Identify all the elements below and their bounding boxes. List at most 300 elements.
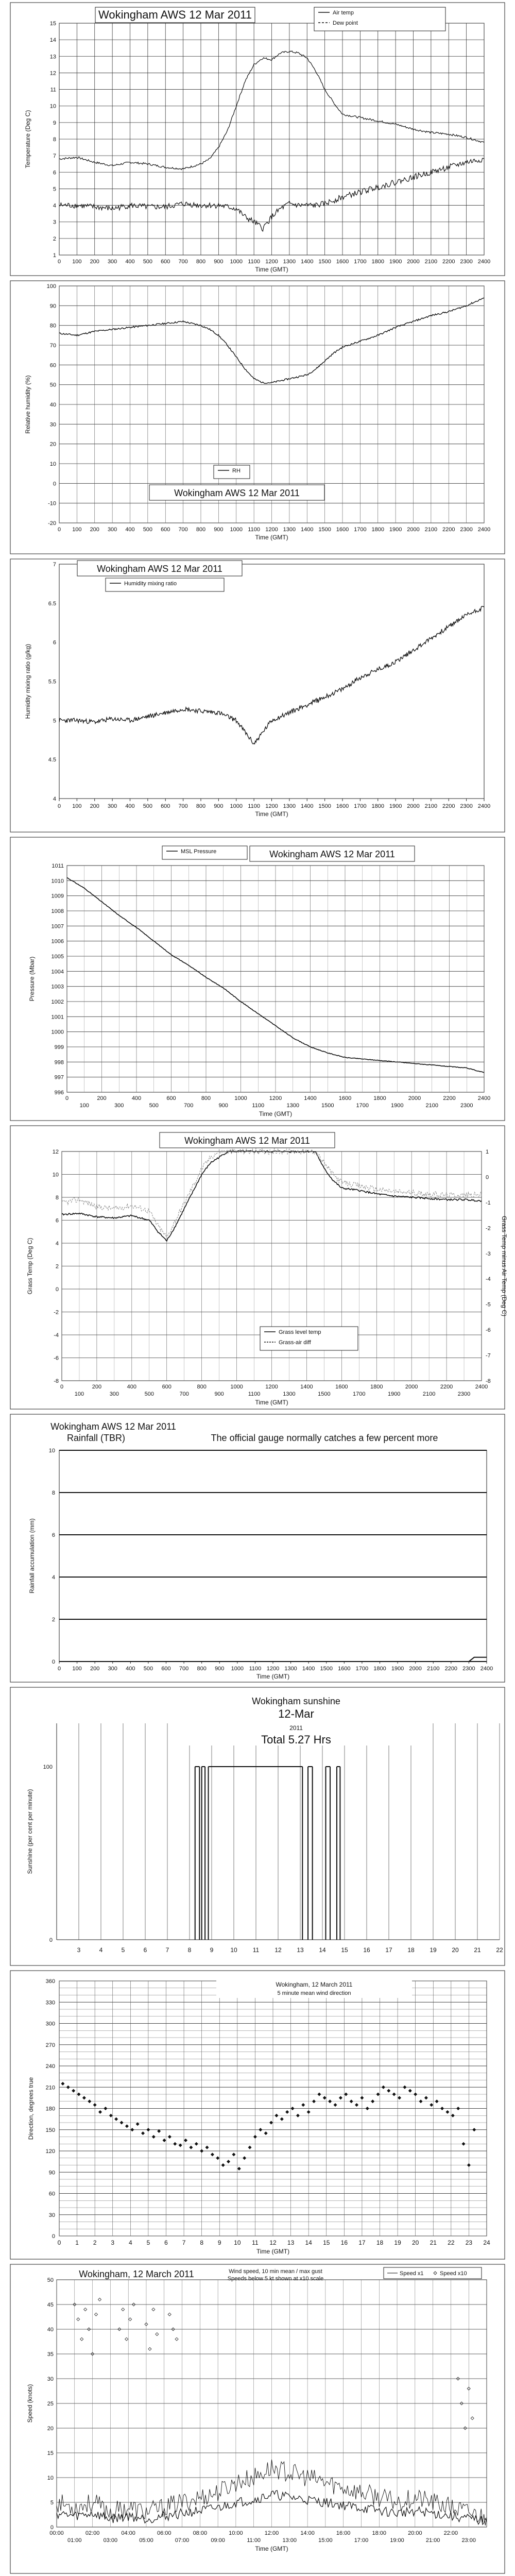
- rh-chart-ytick-label: 10: [49, 461, 56, 467]
- speed-chart-point: [95, 2313, 98, 2316]
- grass-chart-xtick-label: 1300: [283, 1391, 296, 1397]
- temp-chart-ytick-label: 11: [50, 87, 56, 93]
- direction-chart-point: [350, 2099, 353, 2103]
- speed-chart-xtick-label: 05:00: [139, 2537, 153, 2544]
- mixing-chart-xtick-label: 2400: [477, 803, 491, 809]
- rh-chart-xtick-label: 200: [90, 527, 99, 533]
- temp-chart-xtick-label: 1900: [389, 259, 402, 265]
- mixing-chart-xtick-label: 1800: [371, 803, 384, 809]
- speed-chart-point: [80, 2337, 83, 2341]
- sunshine-chart-xtick-label: 3: [77, 1946, 81, 1954]
- pressure-chart-xlabel: Time (GMT): [259, 1110, 293, 1117]
- rh-chart-ytick-label: 80: [49, 323, 56, 329]
- grass-chart-ytick-label: 10: [52, 1172, 59, 1178]
- grass-chart-y2tick-label: -2: [486, 1225, 491, 1232]
- pressure-chart-xtick-label: 2000: [408, 1095, 421, 1101]
- grass-chart-ytick-label: -6: [54, 1355, 59, 1362]
- mixing-chart-xtick-label: 2200: [442, 803, 455, 809]
- direction-chart-point: [371, 2099, 374, 2103]
- pressure-chart-xtick-label: 1900: [391, 1103, 404, 1109]
- speed-chart-xtick-label: 20:00: [408, 2530, 422, 2536]
- speed-chart-xtick-label: 21:00: [425, 2537, 440, 2544]
- grass-chart-legend-label: Grass-air diff: [279, 1340, 311, 1346]
- direction-chart-xtick-label: 21: [430, 2239, 437, 2246]
- temp-chart-xtick-label: 0: [57, 259, 61, 265]
- sunshine-chart-xtick-label: 12: [274, 1946, 282, 1954]
- grass-chart-y2tick-label: -8: [486, 1378, 491, 1384]
- direction-chart-ytick-label: 360: [45, 1978, 55, 1985]
- speed-chart-xtick-label: 00:00: [49, 2530, 64, 2536]
- direction-chart-point: [232, 2153, 235, 2156]
- temp-chart-ytick-label: 10: [49, 103, 56, 110]
- direction-chart-point: [216, 2156, 219, 2160]
- pressure-chart-xtick-label: 1700: [356, 1103, 369, 1109]
- speed-chart-point: [148, 2347, 151, 2350]
- speed-chart-legend-label: Speed x1: [400, 2270, 424, 2277]
- rh-chart-legend-label: RH: [232, 468, 241, 474]
- pressure-chart-ytick-label: 996: [54, 1090, 64, 1096]
- pressure-chart-xtick-label: 500: [149, 1103, 159, 1109]
- direction-chart-title: Wokingham, 12 March 2011: [276, 1981, 353, 1988]
- temp-chart-xlabel: Time (GMT): [255, 266, 288, 273]
- speed-chart-xtick-label: 06:00: [157, 2530, 171, 2536]
- direction-chart-xtick-label: 22: [448, 2239, 455, 2246]
- grass-chart-ytick-label: 2: [55, 1263, 59, 1270]
- rain-chart-ytick-label: 4: [52, 1574, 55, 1581]
- direction-chart-ytick-label: 240: [45, 2063, 55, 2070]
- speed-chart-ytick-label: 20: [47, 2426, 54, 2432]
- rh-chart-xtick-label: 100: [72, 527, 82, 533]
- speed-chart-ytick-label: 0: [50, 2524, 54, 2531]
- rain-chart-xtick-label: 1500: [320, 1666, 333, 1672]
- direction-chart-point: [248, 2146, 252, 2149]
- temp-chart-ytick-label: 1: [53, 252, 56, 259]
- speed-chart-subtitle: Wind speed, 10 min mean / max gust: [229, 2268, 322, 2275]
- grass-chart-xtick-label: 2400: [475, 1384, 488, 1390]
- rh-chart-ytick-label: 20: [49, 441, 56, 448]
- pressure-chart-xtick-label: 1800: [373, 1095, 386, 1101]
- rain-chart-ytick-label: 8: [52, 1490, 55, 1496]
- mixing-chart-xtick-label: 1000: [230, 803, 243, 809]
- temp-chart-xtick-label: 2100: [424, 259, 438, 265]
- grass-chart-xtick-label: 1400: [300, 1384, 313, 1390]
- sunshine-chart-xtick-label: 10: [230, 1946, 237, 1954]
- mixing-chart-ytick-label: 4: [53, 796, 56, 802]
- rain-chart-xtick-label: 1900: [391, 1666, 404, 1672]
- sunshine-chart-xtick-label: 11: [252, 1946, 260, 1954]
- direction-chart-point: [109, 2114, 113, 2117]
- mixing-chart-ytick-label: 6.5: [48, 600, 56, 607]
- direction-chart-point: [189, 2146, 193, 2149]
- direction-chart-xtick-label: 0: [57, 2239, 61, 2246]
- rh-chart-xtick-label: 400: [125, 527, 135, 533]
- mixing-chart-xtick-label: 1100: [248, 803, 260, 809]
- grass-chart-xtick-label: 200: [92, 1384, 102, 1390]
- mixing-chart-xtick-label: 100: [72, 803, 82, 809]
- sunshine-chart-xtick-label: 7: [165, 1946, 169, 1954]
- rh-chart-xtick-label: 1300: [283, 527, 296, 533]
- temp-chart-xtick-label: 800: [196, 259, 206, 265]
- direction-chart-point: [205, 2146, 209, 2149]
- mixing-chart-xtick-label: 1600: [336, 803, 349, 809]
- mixing-chart-xtick-label: 1400: [301, 803, 314, 809]
- grass-chart-xtick-label: 0: [60, 1384, 64, 1390]
- rh-chart-frame: [10, 281, 505, 554]
- speed-chart-xtick-label: 17:00: [354, 2537, 369, 2544]
- mixing-chart-ytick-label: 5: [53, 718, 56, 724]
- pressure-chart-ytick-label: 1000: [51, 1029, 64, 1036]
- temp-chart-xtick-label: 900: [214, 259, 224, 265]
- rh-chart-ytick-label: 70: [49, 343, 56, 349]
- direction-chart-point: [125, 2124, 129, 2128]
- direction-chart-point: [141, 2131, 145, 2135]
- pressure-chart-xtick-label: 400: [131, 1095, 142, 1101]
- rain-chart-subtitle: Rainfall (TBR): [67, 1433, 126, 1443]
- direction-chart-point: [301, 2103, 305, 2107]
- rain-chart-xtick-label: 1000: [231, 1666, 244, 1672]
- pressure-chart-frame: [10, 837, 505, 1121]
- sunshine-chart-total: Total 5.27 Hrs: [261, 1733, 331, 1746]
- direction-chart-ytick-label: 120: [45, 2148, 55, 2155]
- grass-chart-xtick-label: 800: [197, 1384, 207, 1390]
- direction-chart-point: [163, 2139, 166, 2142]
- rain-chart-xtick-label: 100: [72, 1666, 82, 1672]
- speed-chart-point: [98, 2298, 101, 2301]
- mixing-chart-xtick-label: 2300: [460, 803, 473, 809]
- direction-chart-point: [184, 2139, 187, 2142]
- rain-chart-plot-border: [59, 1450, 487, 1662]
- pressure-chart-ytick-label: 998: [54, 1059, 64, 1066]
- speed-chart-xtick-label: 18:00: [372, 2530, 387, 2536]
- direction-chart-point: [339, 2096, 342, 2099]
- grass-chart-xtick-label: 1000: [230, 1384, 243, 1390]
- speed-chart-ylabel: Speed (knots): [26, 2384, 33, 2423]
- grass-chart-frame: [10, 1126, 505, 1409]
- grass-chart-y2tick-label: -7: [486, 1352, 491, 1359]
- sunshine-chart-xtick-label: 14: [319, 1946, 326, 1954]
- direction-chart-point: [376, 2093, 380, 2096]
- sunshine-chart-year: 2011: [289, 1724, 303, 1732]
- pressure-chart-xtick-label: 1500: [321, 1103, 334, 1109]
- direction-chart-point: [456, 2107, 460, 2110]
- sunshine-chart-xtick-label: 18: [407, 1946, 415, 1954]
- grass-chart-ytick-label: -8: [54, 1378, 59, 1384]
- rain-chart-xtick-label: 1600: [338, 1666, 351, 1672]
- mixing-chart-series-mixing-ratio: [59, 606, 484, 744]
- grass-chart-xtick-label: 600: [162, 1384, 171, 1390]
- speed-chart-point: [152, 2308, 155, 2311]
- direction-chart-point: [408, 2089, 412, 2093]
- pressure-chart-ytick-label: 997: [54, 1074, 64, 1081]
- rh-chart-xtick-label: 1900: [389, 527, 402, 533]
- speed-chart-xtick-label: 10:00: [229, 2530, 243, 2536]
- direction-chart-point: [323, 2096, 327, 2099]
- direction-chart-point: [435, 2099, 439, 2103]
- pressure-chart-ytick-label: 1001: [51, 1014, 64, 1021]
- direction-chart-point: [146, 2128, 150, 2131]
- rh-chart-xtick-label: 1200: [265, 527, 278, 533]
- direction-chart-xtick-label: 11: [252, 2239, 259, 2246]
- direction-chart-xtick-label: 6: [164, 2239, 168, 2246]
- pressure-chart-xtick-label: 2400: [477, 1095, 491, 1101]
- direction-chart-point: [82, 2096, 86, 2099]
- speed-chart-ytick-label: 30: [47, 2376, 54, 2382]
- rain-chart-xtick-label: 1100: [249, 1666, 262, 1672]
- direction-chart-point: [243, 2156, 246, 2160]
- rh-chart-xtick-label: 2400: [477, 527, 491, 533]
- pressure-chart-xtick-label: 2200: [443, 1095, 456, 1101]
- direction-chart-point: [366, 2107, 369, 2110]
- speed-chart-xtick-label: 11:00: [247, 2537, 261, 2544]
- direction-chart-point: [130, 2128, 134, 2131]
- rain-chart-xtick-label: 600: [161, 1666, 171, 1672]
- temp-chart-xtick-label: 1600: [336, 259, 349, 265]
- pressure-chart-xtick-label: 1000: [234, 1095, 247, 1101]
- mixing-chart-xtick-label: 1700: [354, 803, 367, 809]
- direction-chart-point: [280, 2117, 284, 2121]
- pressure-chart-xtick-label: 0: [65, 1095, 69, 1101]
- direction-chart-point: [88, 2099, 91, 2103]
- direction-chart-point: [61, 2082, 64, 2086]
- direction-chart-xtick-label: 7: [182, 2239, 186, 2246]
- pressure-chart-xtick-label: 100: [79, 1103, 89, 1109]
- temp-chart-legend-label: Air temp: [333, 10, 354, 16]
- temp-chart-xtick-label: 600: [161, 259, 170, 265]
- rain-chart-ytick-label: 10: [48, 1448, 55, 1454]
- grass-chart-xtick-label: 1500: [318, 1391, 331, 1397]
- rain-chart-xtick-label: 400: [126, 1666, 135, 1672]
- grass-chart-xtick-label: 500: [144, 1391, 154, 1397]
- speed-chart-ytick-label: 10: [47, 2475, 54, 2481]
- direction-chart-frame: [10, 1971, 505, 2259]
- sunshine-chart-title: Wokingham sunshine: [252, 1696, 340, 1706]
- mixing-chart-legend-label: Humidity mixing ratio: [124, 581, 177, 587]
- direction-chart-point: [77, 2093, 81, 2096]
- grass-chart-xtick-label: 2100: [422, 1391, 436, 1397]
- temp-chart-xtick-label: 500: [143, 259, 153, 265]
- speed-chart-point: [125, 2337, 128, 2341]
- direction-chart-point: [291, 2107, 295, 2110]
- temp-chart-ytick-label: 3: [53, 219, 56, 226]
- direction-chart-xtick-label: 17: [358, 2239, 366, 2246]
- direction-chart-point: [120, 2121, 124, 2125]
- rh-chart-xtick-label: 0: [57, 527, 61, 533]
- speed-chart-xtick-label: 19:00: [390, 2537, 404, 2544]
- direction-chart-xtick-label: 23: [465, 2239, 473, 2246]
- direction-chart-xtick-label: 4: [128, 2239, 132, 2246]
- direction-chart-point: [392, 2093, 396, 2096]
- direction-chart-point: [317, 2093, 321, 2096]
- speed-chart-xtick-label: 14:00: [300, 2530, 315, 2536]
- pressure-chart-xtick-label: 1100: [252, 1103, 265, 1109]
- sunshine-chart-xtick-label: 6: [143, 1946, 147, 1954]
- direction-chart-point: [114, 2117, 118, 2121]
- rain-chart-xtick-label: 300: [108, 1666, 117, 1672]
- rh-chart-ytick-label: 90: [49, 303, 56, 310]
- direction-chart-ytick-label: 90: [48, 2170, 55, 2176]
- direction-chart-ytick-label: 60: [48, 2191, 55, 2197]
- rh-chart-xtick-label: 800: [196, 527, 206, 533]
- grass-chart-xtick-label: 2000: [405, 1384, 418, 1390]
- grass-chart-xtick-label: 1900: [387, 1391, 401, 1397]
- direction-chart-point: [387, 2089, 390, 2093]
- sunshine-chart-xtick-label: 5: [121, 1946, 125, 1954]
- grass-chart-xtick-label: 2300: [457, 1391, 471, 1397]
- grass-chart-y2tick-label: -4: [486, 1276, 491, 1283]
- grass-chart-xtick-label: 2200: [440, 1384, 453, 1390]
- speed-chart-xtick-label: 12:00: [264, 2530, 279, 2536]
- sunshine-chart-xtick-label: 15: [341, 1946, 348, 1954]
- mixing-chart-ylabel: Humidity mixing ratio (g/kg): [24, 643, 31, 719]
- rain-chart-ytick-label: 0: [52, 1659, 55, 1665]
- mixing-chart-xtick-label: 2000: [407, 803, 420, 809]
- rain-chart-xtick-label: 2400: [480, 1666, 493, 1672]
- rh-chart-ytick-label: 60: [49, 362, 56, 369]
- temp-chart-ytick-label: 9: [53, 120, 56, 126]
- grass-chart-xtick-label: 1800: [370, 1384, 383, 1390]
- sunshine-chart-xtick-label: 17: [385, 1946, 392, 1954]
- direction-chart-point: [200, 2149, 203, 2153]
- grass-chart-ylabel: Grass Temp (Deg C): [26, 1238, 33, 1295]
- direction-chart-point: [312, 2099, 316, 2103]
- mixing-chart-title: Wokingham AWS 12 Mar 2011: [97, 564, 222, 574]
- temp-chart-title: Wokingham AWS 12 Mar 2011: [98, 8, 252, 21]
- direction-chart-xtick-label: 13: [287, 2239, 295, 2246]
- grass-chart-legend-label: Grass level temp: [279, 1329, 321, 1335]
- direction-chart-point: [179, 2144, 182, 2147]
- mixing-chart-xtick-label: 800: [196, 803, 206, 809]
- direction-chart-xtick-label: 10: [234, 2239, 241, 2246]
- direction-chart-xtick-label: 9: [217, 2239, 221, 2246]
- rain-chart-xtick-label: 2300: [462, 1666, 475, 1672]
- mixing-chart-xtick-label: 900: [214, 803, 224, 809]
- rain-chart-frame: [10, 1414, 505, 1682]
- grass-chart-xtick-label: 900: [214, 1391, 224, 1397]
- temp-chart-ytick-label: 5: [53, 186, 56, 193]
- speed-chart-xtick-label: 04:00: [121, 2530, 135, 2536]
- sunshine-chart-xtick-label: 9: [210, 1946, 214, 1954]
- rain-chart-ytick-label: 6: [52, 1532, 55, 1538]
- direction-chart-ytick-label: 330: [45, 1999, 55, 2006]
- rh-chart-ytick-label: -20: [48, 520, 56, 527]
- rh-chart-ylabel: Relative humidity (%): [24, 375, 31, 434]
- temp-chart-xtick-label: 700: [178, 259, 188, 265]
- grass-chart-ytick-label: 0: [55, 1286, 59, 1293]
- pressure-chart-xtick-label: 300: [114, 1103, 124, 1109]
- grass-chart-xlabel: Time (GMT): [255, 1399, 288, 1406]
- pressure-chart-xtick-label: 2300: [460, 1103, 473, 1109]
- direction-chart-ytick-label: 270: [45, 2042, 55, 2048]
- rh-chart-xtick-label: 2300: [460, 527, 473, 533]
- direction-chart-point: [93, 2103, 97, 2107]
- pressure-chart-xtick-label: 1300: [286, 1103, 299, 1109]
- rain-chart-ylabel: Rainfall accumulation (mm): [28, 1518, 36, 1594]
- grass-chart-ytick-label: 4: [55, 1241, 59, 1247]
- rh-chart-xtick-label: 2200: [442, 527, 455, 533]
- pressure-chart-xtick-label: 600: [166, 1095, 176, 1101]
- pressure-chart-ytick-label: 1005: [51, 954, 64, 960]
- mixing-chart-xtick-label: 500: [143, 803, 153, 809]
- direction-chart-point: [328, 2099, 332, 2103]
- pressure-chart-xtick-label: 1600: [338, 1095, 352, 1101]
- speed-chart-ytick-label: 25: [47, 2401, 54, 2407]
- pressure-chart-title: Wokingham AWS 12 Mar 2011: [269, 849, 395, 859]
- rh-chart-xtick-label: 1600: [336, 527, 349, 533]
- mixing-chart-ytick-label: 6: [53, 639, 56, 646]
- direction-chart-ytick-label: 0: [52, 2233, 55, 2240]
- grass-chart-xtick-label: 1600: [335, 1384, 348, 1390]
- rh-chart-xtick-label: 700: [178, 527, 188, 533]
- mixing-chart-frame: [10, 559, 505, 832]
- speed-chart-point: [122, 2308, 125, 2311]
- direction-chart-point: [462, 2142, 466, 2146]
- mixing-chart-xtick-label: 300: [107, 803, 117, 809]
- sunshine-chart-xtick-label: 16: [363, 1946, 370, 1954]
- rh-chart-legend: [214, 465, 250, 479]
- sunshine-chart-ytick-label: 100: [43, 1764, 53, 1770]
- temp-chart-ylabel: Temperature (Deg C): [24, 110, 31, 168]
- temp-chart-ytick-label: 15: [49, 21, 56, 27]
- direction-chart-point: [403, 2086, 406, 2089]
- direction-chart-point: [445, 2110, 449, 2114]
- pressure-chart-ytick-label: 1003: [51, 984, 64, 990]
- direction-chart-point: [398, 2096, 401, 2099]
- grass-chart-y2tick-label: -5: [486, 1301, 491, 1308]
- grass-chart-xtick-label: 1700: [353, 1391, 366, 1397]
- direction-chart-point: [467, 2163, 471, 2167]
- grass-chart-y2label: Grass Temp minus Air Temp (Deg C): [501, 1216, 508, 1316]
- speed-chart-point: [471, 2417, 474, 2420]
- speed-chart-xlabel: Time (GMT): [255, 2545, 288, 2552]
- direction-chart-ytick-label: 150: [45, 2127, 55, 2133]
- direction-chart-xtick-label: 19: [394, 2239, 401, 2246]
- speed-chart-xtick-label: 01:00: [67, 2537, 82, 2544]
- mixing-chart-ytick-label: 7: [53, 562, 56, 568]
- rain-chart-xtick-label: 1300: [284, 1666, 297, 1672]
- mixing-chart-xtick-label: 400: [125, 803, 135, 809]
- rain-chart-xtick-label: 1700: [355, 1666, 369, 1672]
- mixing-chart-xtick-label: 2100: [424, 803, 438, 809]
- direction-chart-ylabel: Direction, degrees true: [27, 2077, 35, 2140]
- rh-chart-xtick-label: 1800: [371, 527, 384, 533]
- pressure-chart-xtick-label: 700: [184, 1103, 194, 1109]
- temp-chart-xtick-label: 2400: [477, 259, 491, 265]
- sunshine-chart-ylabel: Sunshine (per cent per minute): [26, 1789, 33, 1874]
- mixing-chart-ytick-label: 5.5: [48, 679, 56, 685]
- temp-chart-ytick-label: 7: [53, 153, 56, 160]
- rh-chart-ytick-label: 100: [46, 283, 56, 290]
- pressure-chart-ytick-label: 1008: [51, 908, 64, 914]
- grass-chart-xtick-label: 700: [179, 1391, 189, 1397]
- direction-chart-ytick-label: 210: [45, 2084, 55, 2091]
- temp-chart-ytick-label: 4: [53, 202, 56, 209]
- pressure-chart-ytick-label: 1006: [51, 938, 64, 945]
- rh-chart-xtick-label: 500: [143, 527, 153, 533]
- grass-chart-xtick-label: 1200: [265, 1384, 278, 1390]
- direction-chart-xtick-label: 3: [111, 2239, 115, 2246]
- pressure-chart-xtick-label: 900: [218, 1103, 228, 1109]
- direction-chart-xtick-label: 15: [323, 2239, 330, 2246]
- speed-chart-point: [168, 2313, 171, 2316]
- speed-chart-point: [175, 2337, 178, 2341]
- direction-chart-point: [274, 2114, 278, 2117]
- mixing-chart-xtick-label: 0: [57, 803, 61, 809]
- rain-chart-xtick-label: 900: [215, 1666, 225, 1672]
- temp-chart-xtick-label: 1800: [371, 259, 384, 265]
- direction-chart-point: [285, 2110, 289, 2114]
- speed-chart-ytick-label: 5: [50, 2500, 54, 2506]
- pressure-chart-ytick-label: 1010: [51, 878, 64, 885]
